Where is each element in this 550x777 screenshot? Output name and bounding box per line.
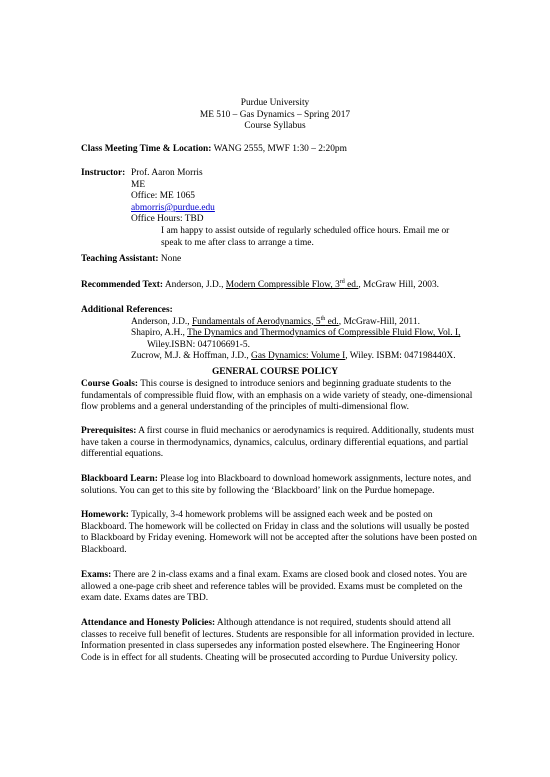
instructor-note-line-2: speak to me after class to arrange a time. <box>161 237 314 248</box>
exams-policy: Exams: There are 2 in-class exams and a final exam. Exams are closed book and closed notes. You are allowed a one-page crib sheet and reference tables will be provided. Exams must be completed on the exam date. Exams dates are TBD. <box>81 570 467 604</box>
blackboard-info: Blackboard Learn: Please log into Blackboard to download homework assignments, lecture notes, and solutions. You can get to this site by following the ‘Blackboard’ link on the Purdue homepage. <box>81 474 472 496</box>
instructor-name: Prof. Aaron Morris <box>131 168 203 178</box>
meeting-value: WANG 2555, MWF 1:30 – 2:20pm <box>213 144 347 154</box>
references-label: Additional References: <box>81 305 173 315</box>
recommended-text <box>81 280 481 292</box>
policy-heading: GENERAL COURSE POLICY <box>211 367 339 377</box>
attendance-policy: Attendance and Honesty Policies: Although attendance is not required, students should attend all classes to receive full benefit of lectures. Students are responsible for all information provided in lecture. Information presented in class supersedes any information posted elsewhere. The Engineering Honor Code is in effect for all students. Cheating will be prosecuted according to Purdue University policy. <box>81 618 475 663</box>
instructor-office: Office: ME 1065 <box>131 191 195 202</box>
course-title: ME 510 – Gas Dynamics – Spring 2017 <box>199 109 351 120</box>
document-header <box>0 98 550 133</box>
course-goals: Course Goals: This course is designed to introduce seniors and beginning graduate students to the fundamentals of compressible fluid flow, with an emphasis on a wide variety of steady, one-dimensional flow problems and a general understanding of the principles of multi-dimensional flow. <box>81 379 473 413</box>
reference-1: Anderson, J.D., Fundamentals of Aerodynamics, 5th ed., McGraw-Hill, 2011. <box>131 315 420 327</box>
attendance-label: Attendance and Honesty Policies: <box>81 618 216 628</box>
prereq-label: Prerequisites: <box>81 426 137 436</box>
reference-2-continued: Wiley.ISBN: 047106691-5. <box>147 339 250 350</box>
ta-value: None <box>160 254 182 264</box>
meeting-info <box>81 144 481 156</box>
university-name: Purdue University <box>240 98 310 108</box>
additional-references <box>81 305 501 363</box>
ta-info <box>81 254 481 266</box>
exams-label: Exams: <box>81 570 112 580</box>
instructor-email-link[interactable]: abmorris@purdue.edu <box>131 202 215 213</box>
text-publisher: , McGraw Hill, 2003. <box>358 280 440 290</box>
homework-policy: Homework: Typically, 3-4 homework problems will be assigned each week and be posted on Blackboard. The homework will be collected on Friday in class and the solutions will usually be posted to Blackboard by Friday evening. Homework will not be accepted after the solutions have been posted on Blackboard. <box>81 510 477 555</box>
text-author: Anderson, J.D., <box>164 280 224 290</box>
text-label: Recommended Text: <box>81 280 164 290</box>
instructor-note-line-1: I am happy to assist outside of regularly scheduled office hours. Email me or <box>161 225 450 236</box>
reference-2: Shapiro, A.H., The Dynamics and Thermodynamics of Compressible Fluid Flow, Vol. I, <box>131 328 461 339</box>
reference-3: Zucrow, M.J. & Hoffman, J.D., Gas Dynamics: Volume I, Wiley. ISBM: 047198440X. <box>131 351 456 362</box>
instructor-section <box>81 168 481 249</box>
instructor-hours: Office Hours: TBD <box>131 214 204 225</box>
text-title: Modern Compressible Flow, 3rd ed. <box>225 278 359 290</box>
homework-label: Homework: <box>81 510 129 520</box>
goals-label: Course Goals: <box>81 379 139 389</box>
prerequisites: Prerequisites: A first course in fluid mechanics or aerodynamics is required. Additionally, students must have taken a course in thermodynamics, dynamics, calculus, ordinary differential equations, and partial differential equations. <box>81 426 474 460</box>
instructor-label: Instructor: <box>81 168 126 178</box>
meeting-label: Class Meeting Time & Location: <box>81 144 212 154</box>
blackboard-label: Blackboard Learn: <box>81 474 158 484</box>
ta-label: Teaching Assistant: <box>81 254 159 264</box>
document-title: Course Syllabus <box>244 121 306 132</box>
instructor-dept: ME <box>131 179 146 190</box>
